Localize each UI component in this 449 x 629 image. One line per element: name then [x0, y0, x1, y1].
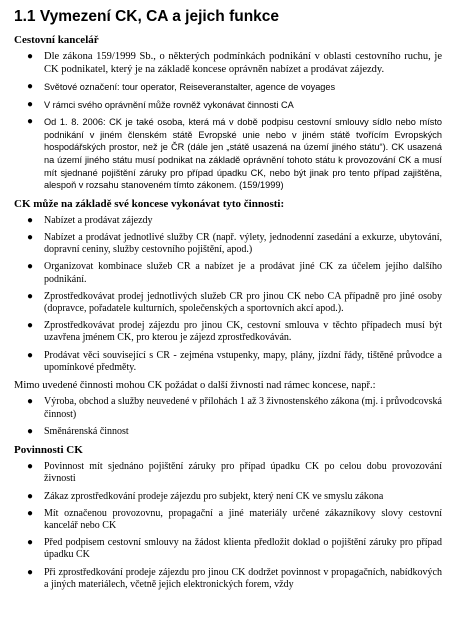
- list-item: ● Nabízet a prodávat zájezdy: [27, 214, 153, 226]
- bullet-icon: ●: [27, 507, 34, 519]
- bullet-icon: ●: [27, 231, 34, 243]
- list-item: ● Světové označení: tour operator, Reiseveranstalter, agence de voyages: [27, 81, 336, 92]
- bullet-icon: ●: [27, 320, 34, 332]
- list-item: ● Povinnost mít sjednáno pojištění záruky pro případ úpadku CK po celou dobu provozování živnosti: [27, 461, 442, 485]
- list-item: ● V rámci svého oprávnění může rovněž vykonávat činnosti CA: [27, 98, 294, 110]
- bullet-icon: ●: [27, 116, 34, 128]
- list-item: ● Zákaz zprostředkování prodeje zájezdu pro subjekt, který není CK ve smyslu zákona: [27, 490, 384, 502]
- section-note: Mimo uvedené činnosti mohou CK požádat o další živnosti nad rámec koncese, např.:: [14, 379, 376, 391]
- bullet-icon: ●: [27, 349, 34, 361]
- bullet-icon: ●: [27, 51, 34, 62]
- page-title: 1.1 Vymezení CK, CA a jejich funkce: [14, 8, 280, 25]
- list-item: ● Od 1. 8. 2006: CK je také osoba, která má v době podpisu cestovní smlouvy sídlo nebo místo podnikání v jiném členském státě Evropské unie nebo v jiném státě tvořícím Evropských hospodářských prostor, než je ČR (dále jen „státě usazená na území jiného státu“). CK usazená na území jiného státu musí podnikat na základě oprávnění tohoto státu k provozování CK a musí mít sjednané pojištění záruky pro případ úpadku CK, nebo být jinak pro tento případ zajištěna, alespoň v rozsahu stanoveném tímto zákonem. (159/1999): [27, 116, 442, 191]
- section-heading-cestovni-kancelar: Cestovní kancelář: [14, 34, 99, 46]
- section-heading-cinnosti: CK může na základě své koncese vykonávat tyto činnosti:: [14, 197, 285, 210]
- list-item: ● Směnárenská činnost: [27, 425, 129, 437]
- bullet-icon: ●: [27, 81, 34, 92]
- bullet-icon: ●: [27, 396, 34, 408]
- section-heading-povinnosti: Povinnosti CK: [14, 444, 83, 457]
- list-item: ● Nabízet a prodávat jednotlivé služby CR (např. výlety, jednodenní zasedání a exkurze, ubytování, dopravní ceniny, služby cestovního pojištění, apod.): [27, 231, 442, 256]
- bullet-icon: ●: [27, 490, 34, 502]
- list-item: ● Organizovat kombinace služeb CR a nabízet je a prodávat jiné CK za účelem jejího dalšího podnikání.: [27, 261, 442, 285]
- bullet-icon: ●: [27, 537, 34, 549]
- document-page: [14, 8, 442, 597]
- list-item: ● Před podpisem cestovní smlouvy na žádost klienta předložit doklad o pojištění záruky pro případ úpadku CK: [27, 537, 442, 561]
- list-item: ● Zprostředkovávat prodej jednotlivých služeb CR pro jinou CK nebo CA případně pro jiné osoby (dopravce, pořadatele kulturních, společenských a sportovních akcí apod.).: [27, 290, 442, 314]
- bullet-icon: ●: [27, 98, 34, 110]
- section-note-list: [14, 396, 442, 438]
- bullet-icon: ●: [27, 290, 34, 302]
- list-item: ● Výroba, obchod a služby neuvedené v přílohách 1 až 3 živnostenského zákona (mj. i průvodcovská činnost): [27, 396, 442, 420]
- bullet-icon: ●: [27, 461, 34, 473]
- section-list-cestovni-kancelar: [14, 51, 442, 192]
- bullet-icon: ●: [27, 566, 34, 578]
- section-list-cinnosti: [14, 215, 442, 374]
- list-item: ● Při zprostředkování prodeje zájezdu pro jinou CK dodržet povinnost v propagačních, nabídkových a jiných materiálech, včetně jejich elektronických forem, vždy: [27, 566, 442, 590]
- list-item: ● Dle zákona 159/1999 Sb., o některých podmínkách podnikání v oblasti cestovního ruchu, je CK podnikatel, který je na základě koncese oprávněn nabízet a prodávat zájezdy.: [27, 51, 442, 75]
- list-item: ● Mít označenou provozovnu, propagační a jiné materiály určené zákazníkovy slovy cestovní kancelář nebo CK: [27, 507, 442, 531]
- bullet-icon: ●: [27, 425, 34, 437]
- list-item: ● Prodávat věci související s CR - zejména vstupenky, mapy, plány, jízdní řády, tištěné průvodce a upomínkové předměty.: [27, 349, 442, 373]
- bullet-icon: ●: [27, 261, 34, 273]
- section-list-povinnosti: [14, 461, 442, 591]
- list-item: ● Zprostředkovávat prodej zájezdu pro jinou CK, cestovní smlouva v těchto případech musí být uzavřena jménem CK, pro kterou je zájezd zprostředkováván.: [27, 320, 442, 344]
- bullet-icon: ●: [27, 214, 34, 226]
